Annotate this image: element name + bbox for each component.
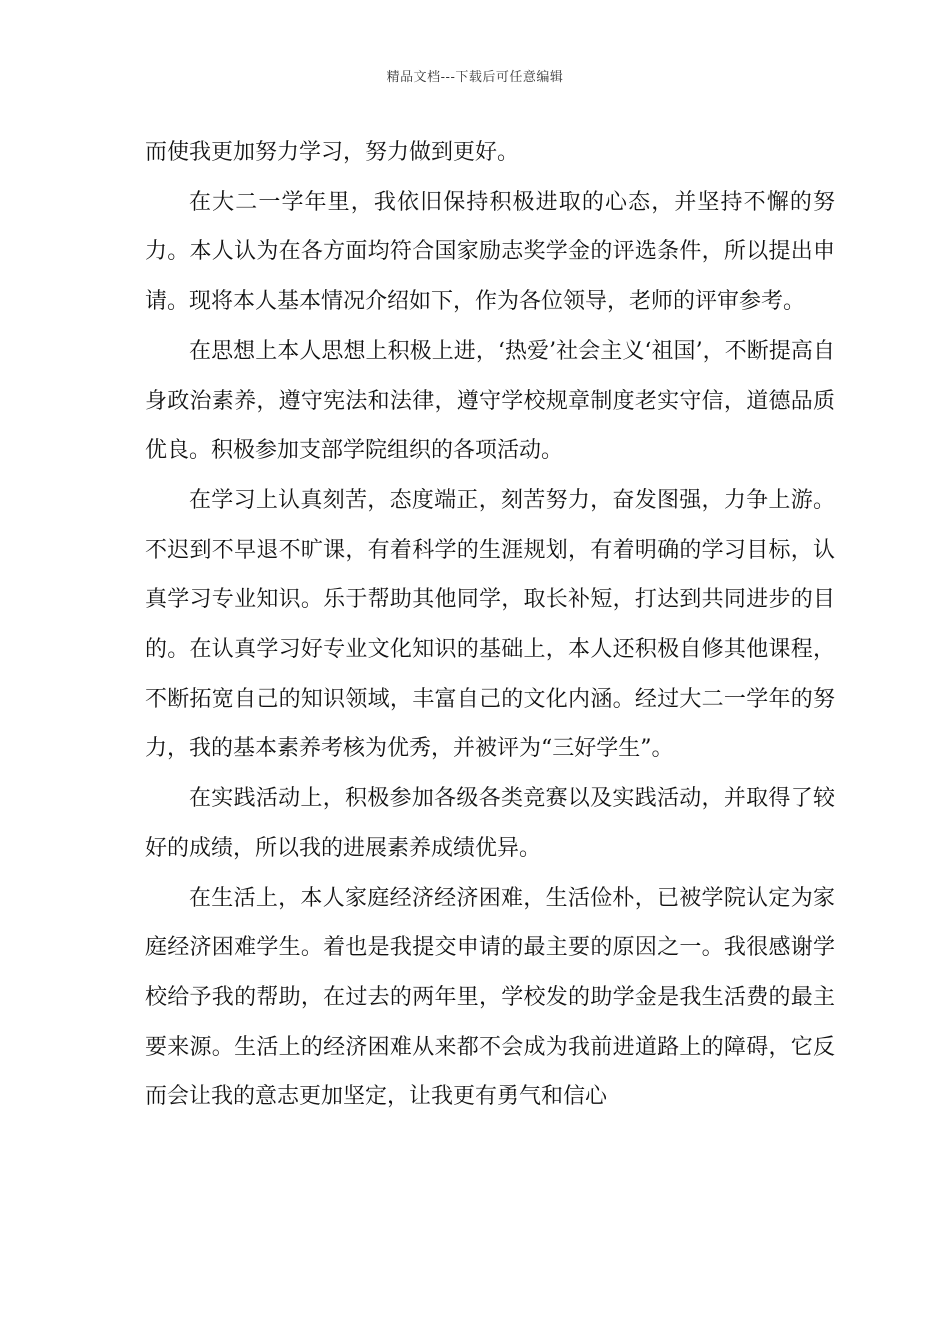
- paragraph: 在学习上认真刻苦，态度端正，刻苦努力，奋发图强，力争上游。不迟到不早退不旷课，有着科学的生涯规划，有着明确的学习目标，认真学习专业知识。乐于帮助其他同学，取长补短，打达到共同进步的目的。在认真学习好专业文化知识的基础上，本人还积极自修其他课程，不断拓宽自己的知识领域，丰富自己的文化内涵。经过大二一学年的努力，我的基本素养考核为优秀，并被评为“三好学生”。: [145, 487, 835, 762]
- paragraph: 在实践活动上，积极参加各级各类竞赛以及实践活动，并取得了较好的成绩，所以我的进展素养成绩优异。: [145, 786, 835, 861]
- paragraph: 在思想上本人思想上积极上进，‘热爱’社会主义‘祖国’，不断提高自身政治素养，遵守宪法和法律，遵守学校规章制度老实守信，道德品质优良。积极参加支部学院组织的各项活动。: [145, 338, 835, 464]
- paragraph: 在大二一学年里，我依旧保持积极进取的心态，并坚持不懈的努力。本人认为在各方面均符合国家励志奖学金的评选条件，所以提出申请。现将本人基本情况介绍如下，作为各位领导，老师的评审参考。: [145, 189, 835, 315]
- page-header: 精品文档---下载后可任意编辑: [386, 70, 564, 85]
- paragraph: 而使我更加努力学习，努力做到更好。: [145, 140, 520, 165]
- document-body: [145, 128, 835, 1122]
- paragraph: 在生活上，本人家庭经济经济困难，生活俭朴，已被学院认定为家庭经济困难学生。着也是我提交申请的最主要的原因之一。我很感谢学校给予我的帮助，在过去的两年里，学校发的助学金是我生活费的最主要来源。生活上的经济困难从来都不会成为我前进道路上的障碍，它反而会让我的意志更加坚定，让我更有勇气和信心: [145, 885, 835, 1110]
